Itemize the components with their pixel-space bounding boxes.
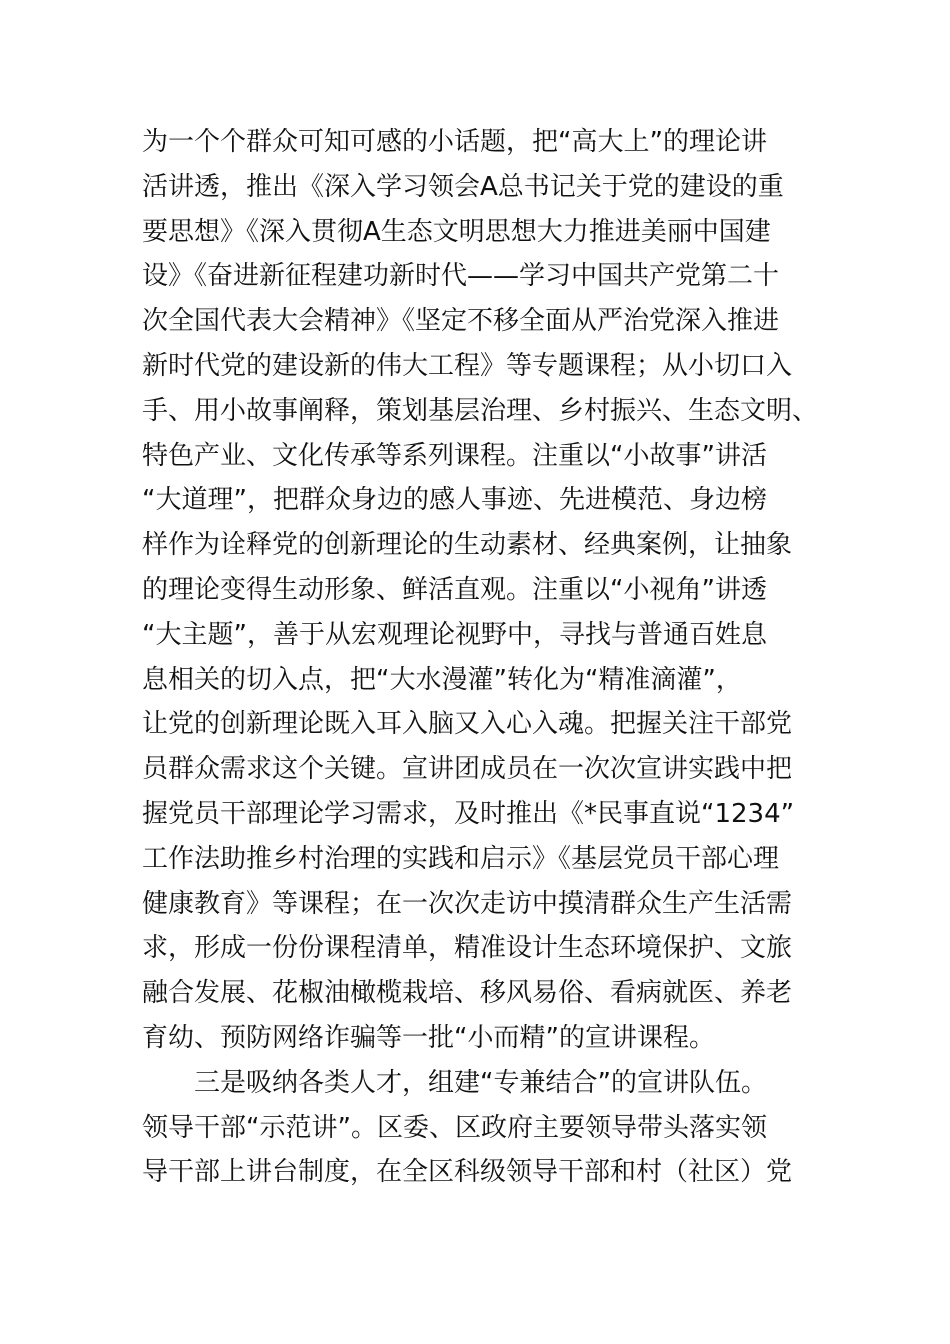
text-line-9: “大道理”，把群众身边的感人事迹、先进模范、身边榜 [142,485,767,516]
text-line-1: 为一个个群众可知可感的小话题，把“高大上”的理论讲 [142,127,767,157]
text-line-8: 特色产业、文化传承等系列课程。注重以“小故事”讲活 [142,440,767,471]
text-line-16: 握党员干部理论学习需求，及时推出《*民事直说“1234” [142,798,795,829]
text-line-19: 求，形成一份份课程清单，精准设计生态环境保护、文旅 [142,933,793,964]
text-line-13: 息相关的切入点，把“大水漫灌”转化为“精准滴灌”， [142,664,742,695]
text-line-22: 三是吸纳各类人才，组建“专兼结合”的宣讲队伍。 [194,1067,767,1098]
text-line-2: 活讲透，推出《深入学习领会A总书记关于党的建设的重 [142,171,784,202]
text-line-21: 育幼、预防网络诈骗等一批“小而精”的宣讲课程。 [142,1022,715,1053]
text-line-4: 设》《奋进新征程建功新时代——学习中国共产党第二十 [142,261,780,292]
text-line-11: 的理论变得生动形象、鲜活直观。注重以“小视角”讲透 [142,574,767,605]
text-line-10: 样作为诠释党的创新理论的生动素材、经典案例，让抽象 [142,530,793,561]
text-line-5: 次全国代表大会精神》《坚定不移全面从严治党深入推进 [142,306,780,337]
body-text [142,120,819,1195]
text-line-6: 新时代党的建设新的伟大工程》等专题课程；从小切口入 [142,350,793,381]
text-line-18: 健康教育》等课程；在一次次走访中摸清群众生产生活需 [142,888,793,919]
text-line-7: 手、用小故事阐释，策划基层治理、乡村振兴、生态文明、 [142,395,819,426]
text-line-17: 工作法助推乡村治理的实践和启示》《基层党员干部心理 [142,843,780,874]
text-line-3: 要思想》《深入贯彻A生态文明思想大力推进美丽中国建 [142,216,771,247]
text-line-14: 让党的创新理论既入耳入脑又入心入魂。把握关注干部党 [142,709,793,740]
text-line-15: 员群众需求这个关键。宣讲团成员在一次次宣讲实践中把 [142,754,793,785]
text-line-20: 融合发展、花椒油橄榄栽培、移风易俗、看病就医、养老 [142,978,793,1009]
text-line-24: 导干部上讲台制度，在全区科级领导干部和村（社区）党 [142,1157,793,1188]
text-line-12: “大主题”，善于从宏观理论视野中，寻找与普通百姓息 [142,619,767,650]
text-line-23: 领导干部“示范讲”。区委、区政府主要领导带头落实领 [142,1112,767,1143]
